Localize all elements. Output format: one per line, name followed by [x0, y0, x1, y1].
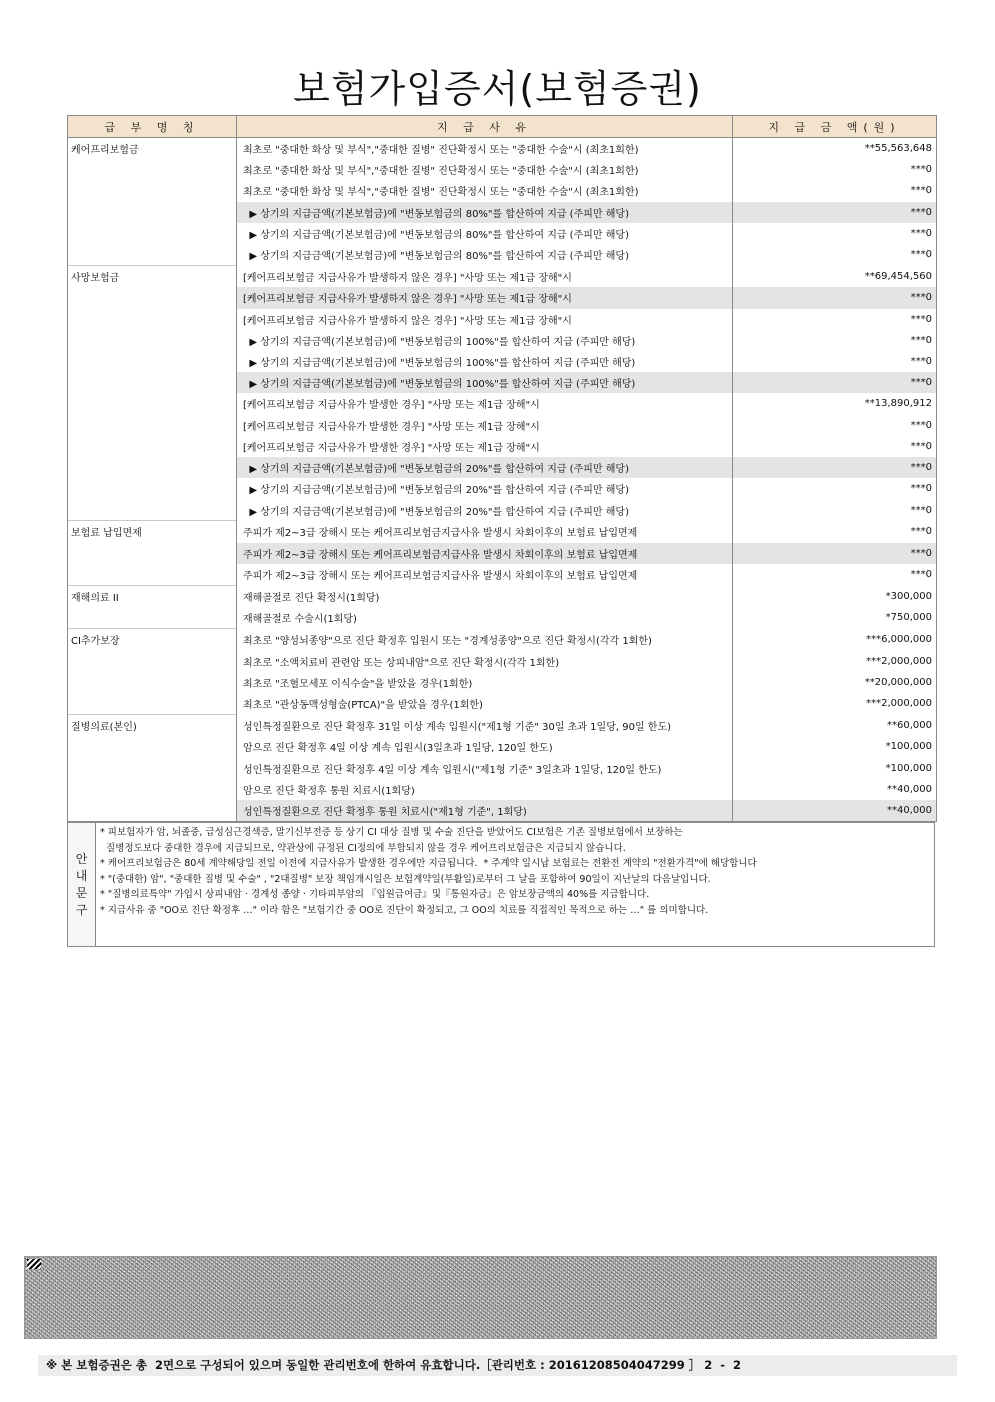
table-row — [68, 779, 937, 800]
benefits-table — [67, 115, 937, 822]
table-row — [68, 436, 937, 457]
benefit-name-cell — [68, 457, 237, 478]
notice-label-char: 안 — [75, 851, 88, 866]
table-row — [68, 223, 937, 244]
payment-reason-cell: ▶ 상기의 지급금액(기본보험금)에 "변동보험금의 20%"를 합산하여 지급 (주피만 해당) — [237, 478, 733, 499]
table-row — [68, 736, 937, 757]
benefit-name-cell — [68, 757, 237, 778]
benefit-name-cell — [68, 693, 237, 715]
payment-amount-cell: *300,000 — [733, 585, 937, 607]
table-row — [68, 693, 937, 715]
payment-amount-cell: ***6,000,000 — [733, 629, 937, 651]
table-row — [68, 757, 937, 778]
payment-reason-cell: 재해골절로 진단 확정시(1회당) — [237, 585, 733, 607]
notice-line: * "(중대한) 암", "중대한 질병 및 수술" , "2대질병" 보장 책임개시일은 보험계약일(부활일)로부터 그 날을 포함하여 90일이 지난날의 다음날입니다. — [100, 873, 711, 885]
benefit-name-cell — [68, 478, 237, 499]
benefit-name-cell — [68, 223, 237, 244]
notice-label-char: 내 — [75, 868, 88, 883]
table-row — [68, 607, 937, 629]
benefit-name-cell: 질병의료(본인) — [68, 715, 237, 737]
benefit-name-cell — [68, 651, 237, 672]
table-row — [68, 202, 937, 223]
benefit-name-cell — [68, 607, 237, 629]
payment-reason-cell: 최초로 "소액치료비 관련암 또는 상피내암"으로 진단 확정시(각각 1회한) — [237, 651, 733, 672]
table-row — [68, 159, 937, 180]
payment-reason-cell: 최초로 "양성뇌종양"으로 진단 확정후 입원시 또는 "경계성종양"으로 진단 확정시(각각 1회한) — [237, 629, 733, 651]
header-payment-amount: 지 급 금 액(원) — [733, 116, 937, 138]
benefit-name-cell — [68, 543, 237, 564]
payment-reason-cell: 최초로 "중대한 화상 및 부식","중대한 질병" 진단확정시 또는 "중대한 수술"시 (최초1회한) — [237, 138, 733, 160]
payment-amount-cell: ***0 — [733, 478, 937, 499]
header-benefit-name: 급 부 명 칭 — [68, 116, 237, 138]
benefit-name-cell — [68, 393, 237, 414]
benefit-name-cell — [68, 414, 237, 435]
notice-label-char: 문 — [75, 885, 88, 900]
payment-reason-cell: [케어프리보험금 지급사유가 발생한 경우] "사망 또는 제1급 장해"시 — [237, 436, 733, 457]
payment-amount-cell: **60,000 — [733, 715, 937, 737]
benefit-name-cell — [68, 672, 237, 693]
table-row — [68, 309, 937, 330]
table-row — [68, 672, 937, 693]
table-row — [68, 414, 937, 435]
payment-amount-cell: ***0 — [733, 180, 937, 201]
table-row — [68, 330, 937, 351]
table-row — [68, 629, 937, 651]
notice-line: * 케어프리보험금은 80세 계약해당일 전일 이전에 지급사유가 발생한 경우에만 지급됩니다. * 주계약 일시납 보험료는 전환전 계약의 "전환가격"에 해당합니다 — [100, 858, 757, 869]
payment-amount-cell: **40,000 — [733, 800, 937, 822]
benefits-table-body — [68, 138, 937, 822]
benefit-name-cell — [68, 309, 237, 330]
payment-amount-cell: ***0 — [733, 564, 937, 586]
payment-reason-cell: [케어프리보험금 지급사유가 발생하지 않은 경우] "사망 또는 제1급 장해"시 — [237, 287, 733, 308]
payment-amount-cell: *100,000 — [733, 757, 937, 778]
benefit-name-cell — [68, 351, 237, 372]
benefit-name-cell — [68, 736, 237, 757]
table-header-row — [68, 116, 937, 138]
payment-amount-cell: ***0 — [733, 351, 937, 372]
payment-amount-cell: ***0 — [733, 499, 937, 521]
payment-amount-cell: ***0 — [733, 457, 937, 478]
notice-line: * 지급사유 중 "OO로 진단 확정후 …" 이라 함은 "보험기간 중 OO로 진단이 확정되고, 그 OO의 치료를 직접적인 목적으로 하는 …" 를 의미합니다. — [100, 904, 709, 916]
payment-reason-cell: 주피가 제2~3급 장해시 또는 케어프리보험금지급사유 발생시 차회이후의 보험료 납입면제 — [237, 564, 733, 586]
payment-reason-cell: ▶ 상기의 지급금액(기본보험금)에 "변동보험금의 100%"를 합산하여 지급 (주피만 해당) — [237, 330, 733, 351]
payment-amount-cell: ***0 — [733, 543, 937, 564]
benefit-name-cell — [68, 244, 237, 266]
table-row — [68, 138, 937, 160]
payment-amount-cell: ***0 — [733, 202, 937, 223]
payment-reason-cell: [케어프리보험금 지급사유가 발생하지 않은 경우] "사망 또는 제1급 장해"시 — [237, 266, 733, 288]
payment-reason-cell: 성인특정질환으로 진단 확정후 통원 치료시("제1형 기준", 1회당) — [237, 800, 733, 822]
benefit-name-cell — [68, 159, 237, 180]
table-row — [68, 800, 937, 822]
table-row — [68, 351, 937, 372]
benefit-name-cell: 보험료 납입면제 — [68, 521, 237, 543]
benefit-name-cell — [68, 779, 237, 800]
payment-amount-cell: **69,454,560 — [733, 266, 937, 288]
payment-reason-cell: ▶ 상기의 지급금액(기본보험금)에 "변동보험금의 100%"를 합산하여 지급 (주피만 해당) — [237, 372, 733, 393]
table-row — [68, 651, 937, 672]
payment-reason-cell: 주피가 제2~3급 장해시 또는 케어프리보험금지급사유 발생시 차회이후의 보험료 납입면제 — [237, 521, 733, 543]
table-row — [68, 393, 937, 414]
table-row — [68, 564, 937, 586]
table-row — [68, 266, 937, 288]
benefit-name-cell — [68, 330, 237, 351]
table-row — [68, 287, 937, 308]
payment-reason-cell: 주피가 제2~3급 장해시 또는 케어프리보험금지급사유 발생시 차회이후의 보험료 납입면제 — [237, 543, 733, 564]
payment-amount-cell: ***0 — [733, 414, 937, 435]
notice-line: 질병정도보다 중대한 경우에 지급되므로, 약관상에 규정된 CI정의에 부합되지 않을 경우 케어프리보험금은 지급되지 않습니다. — [100, 842, 626, 854]
benefit-name-cell — [68, 800, 237, 822]
payment-reason-cell: [케어프리보험금 지급사유가 발생한 경우] "사망 또는 제1급 장해"시 — [237, 393, 733, 414]
payment-amount-cell: **13,890,912 — [733, 393, 937, 414]
security-pattern-mark — [27, 1259, 41, 1269]
table-row — [68, 585, 937, 607]
notice-line: * 피보험자가 암, 뇌졸중, 급성심근경색증, 말기신부전증 등 상기 CI 대상 질병 및 수술 진단을 받았어도 CI보험은 기존 질병보험에서 보장하는 — [100, 827, 683, 838]
page-title: 보험가입증서(보험증권) — [293, 67, 702, 111]
payment-amount-cell: ***0 — [733, 309, 937, 330]
table-row — [68, 457, 937, 478]
payment-amount-cell: **40,000 — [733, 779, 937, 800]
payment-reason-cell: ▶ 상기의 지급금액(기본보험금)에 "변동보험금의 20%"를 합산하여 지급 (주피만 해당) — [237, 457, 733, 478]
payment-amount-cell: *100,000 — [733, 736, 937, 757]
payment-reason-cell: 성인특정질환으로 진단 확정후 31일 이상 계속 입원시("제1형 기준" 30일 초과 1일당, 90일 한도) — [237, 715, 733, 737]
table-row — [68, 543, 937, 564]
table-row — [68, 372, 937, 393]
footer-validity-note: ※ 본 보험증권은 총 2면으로 구성되어 있으며 동일한 관리번호에 한하여 유효합니다.［관리번호 : 20161208504047299 ］ 2 - 2 — [38, 1355, 957, 1376]
notice-line: * "질병의료특약" 가입시 상피내암 · 경계성 종양 · 기타피부암의 『입원급여금』및『통원자금』은 암보장금액의 40%를 지급합니다. — [100, 889, 650, 900]
payment-reason-cell: [케어프리보험금 지급사유가 발생하지 않은 경우] "사망 또는 제1급 장해"시 — [237, 309, 733, 330]
payment-reason-cell: ▶ 상기의 지급금액(기본보험금)에 "변동보험금의 80%"를 합산하여 지급 (주피만 해당) — [237, 223, 733, 244]
payment-reason-cell: 최초로 "조혈모세포 이식수술"을 받았을 경우(1회한) — [237, 672, 733, 693]
payment-amount-cell: ***0 — [733, 244, 937, 266]
table-row — [68, 478, 937, 499]
payment-amount-cell: ***0 — [733, 330, 937, 351]
benefit-name-cell — [68, 436, 237, 457]
payment-reason-cell: ▶ 상기의 지급금액(기본보험금)에 "변동보험금의 80%"를 합산하여 지급 (주피만 해당) — [237, 202, 733, 223]
benefit-name-cell — [68, 287, 237, 308]
payment-amount-cell: ***2,000,000 — [733, 693, 937, 715]
table-row — [68, 715, 937, 737]
benefit-name-cell: CI추가보장 — [68, 629, 237, 651]
payment-reason-cell: ▶ 상기의 지급금액(기본보험금)에 "변동보험금의 20%"를 합산하여 지급 (주피만 해당) — [237, 499, 733, 521]
payment-reason-cell: 최초로 "관상동맥성형술(PTCA)"을 받았을 경우(1회한) — [237, 693, 733, 715]
benefit-name-cell: 재해의료 II — [68, 585, 237, 607]
payment-amount-cell: ***0 — [733, 436, 937, 457]
table-row — [68, 499, 937, 521]
payment-reason-cell: 최초로 "중대한 화상 및 부식","중대한 질병" 진단확정시 또는 "중대한 수술"시 (최초1회한) — [237, 180, 733, 201]
header-payment-reason: 지 급 사 유 — [237, 116, 733, 138]
benefit-name-cell — [68, 180, 237, 201]
table-row — [68, 521, 937, 543]
payment-reason-cell: ▶ 상기의 지급금액(기본보험금)에 "변동보험금의 80%"를 합산하여 지급 (주피만 해당) — [237, 244, 733, 266]
benefit-name-cell — [68, 564, 237, 586]
benefit-name-cell: 사망보험금 — [68, 266, 237, 288]
benefit-name-cell: 케어프리보험금 — [68, 138, 237, 160]
table-row — [68, 180, 937, 201]
payment-amount-cell: ***2,000,000 — [733, 651, 937, 672]
table-row — [68, 244, 937, 266]
payment-amount-cell: ***0 — [733, 223, 937, 244]
payment-amount-cell: **20,000,000 — [733, 672, 937, 693]
benefit-name-cell — [68, 499, 237, 521]
security-pattern — [24, 1256, 937, 1339]
notice-label — [68, 823, 96, 946]
notice-box — [67, 822, 935, 947]
notice-text — [100, 825, 934, 918]
payment-amount-cell: *750,000 — [733, 607, 937, 629]
payment-reason-cell: 최초로 "중대한 화상 및 부식","중대한 질병" 진단확정시 또는 "중대한 수술"시 (최초1회한) — [237, 159, 733, 180]
payment-amount-cell: ***0 — [733, 521, 937, 543]
payment-amount-cell: ***0 — [733, 372, 937, 393]
benefit-name-cell — [68, 372, 237, 393]
payment-reason-cell: 재해골절로 수술시(1회당) — [237, 607, 733, 629]
payment-reason-cell: 성인특정질환으로 진단 확정후 4일 이상 계속 입원시("제1형 기준" 3일초과 1일당, 120일 한도) — [237, 757, 733, 778]
payment-amount-cell: ***0 — [733, 287, 937, 308]
benefit-name-cell — [68, 202, 237, 223]
payment-reason-cell: 암으로 진단 확정후 통원 치료시(1회당) — [237, 779, 733, 800]
notice-label-char: 구 — [75, 902, 88, 917]
payment-reason-cell: [케어프리보험금 지급사유가 발생한 경우] "사망 또는 제1급 장해"시 — [237, 414, 733, 435]
payment-amount-cell: ***0 — [733, 159, 937, 180]
payment-reason-cell: ▶ 상기의 지급금액(기본보험금)에 "변동보험금의 100%"를 합산하여 지급 (주피만 해당) — [237, 351, 733, 372]
payment-amount-cell: **55,563,648 — [733, 138, 937, 160]
payment-reason-cell: 암으로 진단 확정후 4일 이상 계속 입원시(3일초과 1일당, 120일 한도) — [237, 736, 733, 757]
